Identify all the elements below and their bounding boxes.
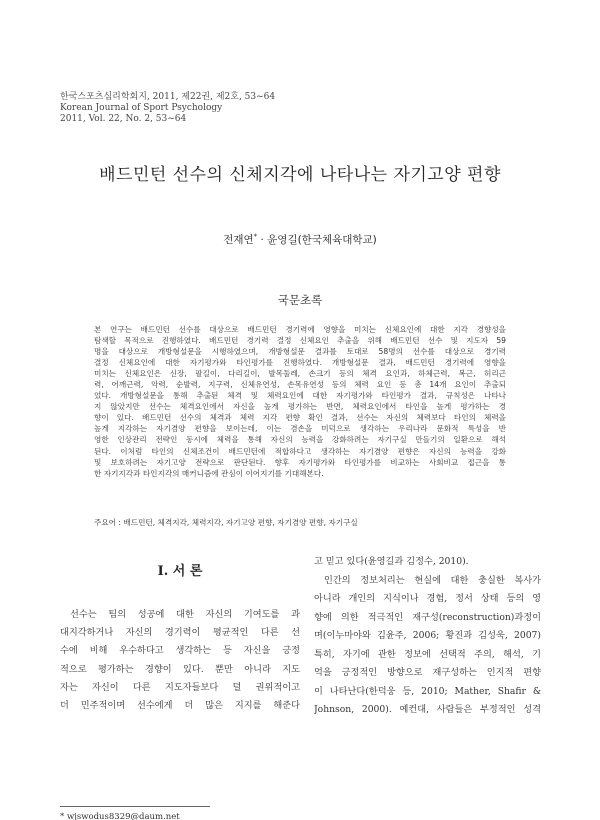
abstract-line: 명을 대상으로 개방형설문을 시행하였으며, 개방형설문 결과를 토대로 58명의 선수를 대상으로 경기력 bbox=[94, 347, 506, 357]
body-column-right bbox=[314, 553, 541, 720]
body-line: 아니라 개인의 지식이나 경험, 정서 상태 등의 영 bbox=[314, 593, 541, 604]
abstract-line: 한 자기지각과 타인지각의 매커니즘에 관심이 이어지기를 기대해본다. bbox=[94, 468, 324, 478]
abstract-line: 지 않았지만 선수는 체격요인에서 자신을 높게 평가하는 반면, 체력요인에서 타인을 높게 평가하는 경 bbox=[94, 402, 506, 412]
body-line: 적으로 평가하는 경향이 있다. 뿐만 아니라 지도 bbox=[60, 663, 300, 675]
body-line: 수에 비해 우수하다고 생각하는 등 자신을 긍정 bbox=[60, 645, 300, 657]
body-line: 이 나타난다(한덕웅 등, 2010; Mather, Shafir & bbox=[314, 685, 541, 697]
body-line: 대지각하거나 자신의 경기력이 평균적인 다른 선 bbox=[60, 627, 300, 639]
abstract-line: 력, 어깨근력, 악력, 순발력, 지구력, 신체유연성, 손목유연성 등의 체력 요인 등 총 14개 요인이 추출되 bbox=[94, 380, 506, 390]
keywords: 주요어 : 배드민턴, 체격지각, 체력지각, 자기고양 편향, 자기겸양 편향, 자기구실 bbox=[94, 518, 358, 527]
abstract-line: 된다. 이처럼 타인의 신체조건이 배드민턴에 적합하다고 생각하는 자기겸양 편향은 자신의 능력을 강화 bbox=[94, 446, 506, 456]
abstract-line: 결정 신체요인에 대한 자기평가와 타인평가를 진행하였다. 개방형설문 결과, 배드민턴 경기력에 영향을 bbox=[94, 358, 506, 368]
journal-name-english: Korean Journal of Sport Psychology bbox=[60, 103, 223, 113]
author-name-first: 전재연 bbox=[223, 234, 254, 246]
abstract-line: 높게 지각하는 자기겸양 편향을 보이는데, 이는 겸손을 미덕으로 생각하는 우리나라 문화적 특성을 반 bbox=[94, 424, 506, 434]
journal-volume-english: 2011, Vol. 22, No. 2, 53~64 bbox=[60, 114, 187, 124]
footnote-divider bbox=[60, 806, 210, 807]
abstract-line: 탐색할 목적으로 진행하였다. 배드민턴 경기력 결정 신체요인 추출을 위해 배드민턴 선수 및 지도자 59 bbox=[94, 336, 506, 346]
body-line: 더 민주적이며 선수에게 더 많은 지지를 해준다 bbox=[60, 700, 300, 712]
footnote-email: * wjswodus8329@daum.net bbox=[60, 812, 180, 820]
abstract-body bbox=[94, 324, 506, 479]
body-line: 억을 긍정적인 방향으로 재구성하는 인지적 편향 bbox=[314, 667, 541, 678]
body-line: 자는 자신이 다른 지도자들보다 덜 권위적이고 bbox=[60, 681, 300, 693]
body-line: 인간의 정보처리는 현실에 대한 충실한 복사가 bbox=[324, 574, 541, 586]
abstract-line: 었다. 개방형설문을 통해 추출된 체격 및 체력요인에 대한 자기평가와 타인평가 결과, 규칙성은 나타나 bbox=[94, 391, 506, 401]
abstract-line: 향이 있다. 배드민턴 선수의 체격과 체력 지각 편향 확인 결과, 선수는 자신의 체력보다 타인의 체력을 bbox=[94, 413, 506, 423]
body-line: 특히, 자기에 관한 정보에 선택적 주의, 해석, 기 bbox=[314, 648, 541, 660]
corresponding-author-mark: * bbox=[253, 232, 258, 241]
abstract-heading: 국문초록 bbox=[277, 293, 323, 307]
author-name-rest: · 윤영길(한국체육대학교) bbox=[257, 234, 377, 246]
journal-citation-korean: 한국스포츠심리학회지, 2011, 제22권, 제2호, 53~64 bbox=[60, 92, 276, 102]
body-line: 향에 의한 적극적인 재구성(reconstruction)과정이 bbox=[314, 611, 541, 623]
body-line: Johnson, 2000). 예컨대, 사람들은 부정적인 성격 bbox=[314, 704, 541, 715]
abstract-line: 미치는 신체요인은 신장, 팔길이, 다리길이, 발목둘레, 손크기 등의 체격 요인과, 하체근력, 복근, 허리근 bbox=[94, 369, 506, 379]
journal-citation bbox=[60, 92, 275, 125]
body-line: 며(이누마야와 김윤주, 2006; 황진과 김성욱, 2007) bbox=[314, 630, 541, 641]
abstract-line: 영한 인상관리 전략인 동시에 체력을 통해 자신의 능력을 강화하려는 자기구실 만들기의 일환으로 해석 bbox=[94, 435, 506, 445]
body-line: 고 믿고 있다(윤영길과 김정수, 2010). bbox=[314, 556, 469, 567]
body-column-left bbox=[60, 606, 300, 715]
author-line bbox=[0, 232, 600, 247]
section-heading-introduction: I. 서 론 bbox=[157, 564, 203, 579]
paper-title: 배드민턴 선수의 신체지각에 나타나는 자기고양 편향 bbox=[99, 165, 501, 185]
body-line: 선수는 팀의 성공에 대한 자신의 기여도를 과 bbox=[70, 609, 300, 620]
abstract-line: 본 연구는 배드민턴 선수를 대상으로 배드민턴 경기력에 영향을 미치는 신체요인에 대한 지각 경향성을 bbox=[94, 325, 506, 334]
abstract-line: 및 보호하려는 자기고양 전략으로 판단된다. 향후 자기평가와 타인평가를 비교하는 사회비교 접근을 통 bbox=[94, 457, 506, 467]
